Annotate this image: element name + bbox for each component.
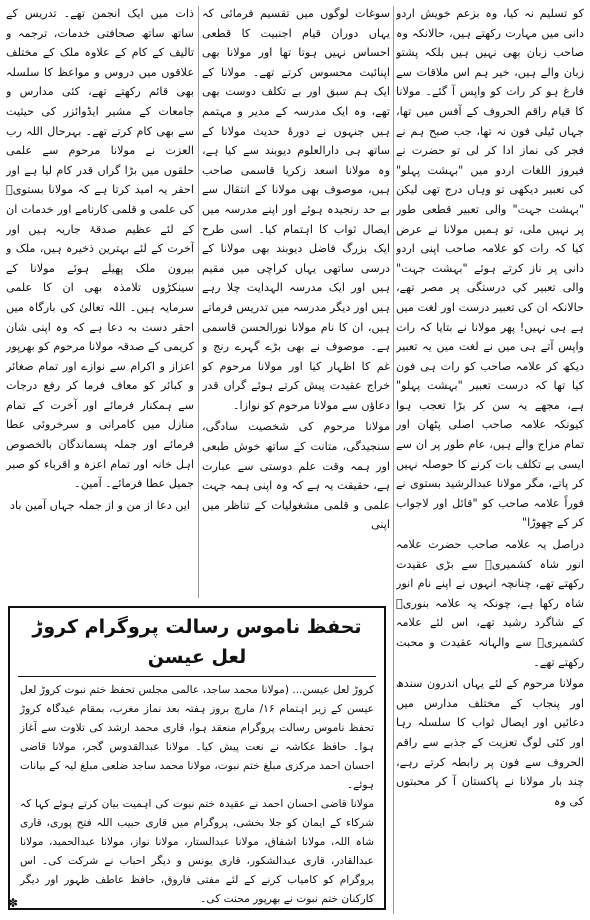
corner-ornament-icon: ✽	[8, 896, 19, 910]
news-box-body	[10, 677, 384, 909]
article-column-right	[396, 4, 584, 916]
column-divider	[198, 6, 199, 598]
article-column-left	[6, 4, 194, 600]
article-paragraph: ذات میں ایک انجمن تھے۔ تدریس کے ساتھ ساتھ صحافتی خدمات، ترجمہ و تالیف کے کام کے علاوہ ملک کے مختلف علاقوں میں دروس و مواعظ کا سلسلہ بھی قائم رکھتے تھے، کئی مدارس و جامعات کے مشیر ایڈوائزر کی حیثیت سے بھی کام کرتے تھے۔ بہرحال اللہ رب العزت نے مولانا مرحوم سے علمی حلقوں میں بڑا گراں قدر کام لیا ہے اور احقر یہ امید کرتا ہے کہ مولانا بستویؒ کی علمی و قلمی کارنامے اور خدمات ان کے لئے عظیم صدقۂ جاریہ ہیں اور آخرت کے لئے بہترین ذخیرہ ہیں، ملک و بیرون ملک پھیلے ہوئے مولانا کے سینکڑوں تلامذہ بھی ان کا علمی سرمایہ ہیں۔ اللہ تعالیٰ کی بارگاہ میں احقر دست بہ دعا ہے کہ وہ اپنی شان کریمی کے صدقہ مولانا مرحوم کو بھرپور اعزاز و اکرام سے نوازے اور تمام صغائر و کبائر کو معاف فرما کر رفع درجات سے ہمکنار فرمائے اور آخرت کے تمام منازل میں کامرانی و سرخروئی عطا فرمائے اور جملہ پسماندگان بالخصوص اہل خانہ اور تمام اعزہ و اقرباء کو صبر جمیل عطا فرمائے۔ آمین۔	[6, 7, 194, 491]
article-paragraph: کو تسلیم نہ کیا، وہ بزعم خویش اردو دانی میں مہارت رکھتے ہیں، حالانکہ وہ صاحب زبان بھی نہیں ہیں بلکہ پشتو زبان والے ہیں، خیر ہم اس ملاقات سے فارغ ہو کر رات کو واپس آ گئے۔ مولانا کا قیام راقم الحروف کے آفس میں تھا، جہاں ٹیلی فون نہ تھا، جب صبح ہم نے فجر کی نماز ادا کر لی تو حضرت نے فیروز اللغات اردو میں "بہشت پہلو" کی تعبیر دیکھی تو وہاں درج تھی لیکن "بہشت جہت" والی تعبیر قطعی طور پر نہیں ملی، تو ہمیں مولانا نے عرض کیا کہ رات کو علامہ صاحب اپنی اردو دانی پر ناز کرتے ہوئے "بہشت جہت" والی تعبیر کی درستگی پر مصر تھے، حالانکہ ان کی تعبیر درست اور لغت میں ہے ہی نہیں! پھر مولانا نے بتایا کہ رات واپس آتے ہی میں نے لغت میں یہ تعبیر دیکھ کر علامہ صاحب کو رات ہی فون کیا تھا کہ درست تعبیر "بہشت پہلو" ہے، مجھے یہ سن کر بڑا تعجب ہوا کیونکہ علامہ صاحب اصلی پٹھان اور تمام مزاج والے ہیں، عام طور پر ان سے ایسی بے تکلف بات کرنے کا حوصلہ نہیں کر پاتے، مگر مولانا عبدالرشید بستوی نے فوراً علامہ صاحب کو "قائل اور لاجواب کر کے چھوڑا"	[396, 7, 584, 530]
news-paragraph: مولانا قاضی احسان احمد نے عقیدہ ختم نبوت کی اہمیت بیان کرتے ہوئے کہا کہ شرکاء کے ایمان کو جلا بخشی، پروگرام میں قاری حبیب اللہ فتح پوری، قاری شاہ اللہ، مولانا اشفاق، مولانا عبدالستار، مولانا نواز، مولانا عبدالحمید، مولانا عبدالقادر، قاری عبدالشکور، قاری یونس و دیگر احباب نے شرکت کی۔ اس پروگرام کو کامیاب کرنے کے لئے مفتی فاروق، حافظ عاطف ظہور اور دیگر کارکنان ختم نبوت نے بھرپور محنت کی۔	[20, 798, 374, 905]
article-paragraph: دراصل یہ علامہ صاحب حضرت علامہ انور شاہ کشمیریؒ سے بڑی عقیدت رکھتے تھے، چنانچہ انہوں نے اپنے نام انور شاہ رکھا ہے، چونکہ یہ علامہ بنوریؒ کے شاگرد رشید تھے، اس لئے علامہ کشمیریؒ سے والہانہ عقیدت و محبت رکھتے تھے۔	[396, 538, 584, 669]
article-paragraph: مولانا مرحوم کی شخصیت سادگی، سنجیدگی، متانت کے ساتھ خوش طبعی اور ہمہ وقت علم دوستی سے عبارت ہے، حقیقت یہ ہے کہ وہ اپنی ہمہ جہت علمی و قلمی مشغولیات کے تناظر میں اپنی	[202, 420, 390, 532]
article-closing-verse: ایں دعا از من و از جملہ جہاں آمین باد	[10, 498, 190, 512]
news-box	[8, 606, 386, 910]
article-paragraph: مولانا مرحوم کے لئے یہاں اندرون سندھ اور پنجاب کے مختلف مدارس میں دعائیں اور ایصال ثواب کا سلسلہ رہا اور کئی لوگ تعزیت کے جذبے سے راقم الحروف سے فون پر رابطہ کرتے رہے، چند بار مولانا نے پاکستان آ کر محبتوں کی وہ	[396, 677, 584, 808]
column-divider	[393, 6, 394, 914]
article-paragraph: سوغات لوگوں میں تقسیم فرمائی کہ یہاں دوران قیام اجنبیت کا قطعی احساس نہیں ہوتا تھا اور مولانا بھی اپنائیت محسوس کرتے تھے۔ مولانا کے ایک ہم سبق اور بے تکلف دوست بھی تھے، وہ ایک مدرسہ کے مدیر و مہتمم ہیں جنہوں نے دورۂ حدیث مولانا کے ساتھ ہی دارالعلوم دیوبند سے کیا ہے، وہ مولانا اسعد زکریا قاسمی صاحب ہیں، موصوف بھی مولانا کے انتقال سے بے حد رنجیدہ ہوئے اور اپنے مدرسہ میں ایصال ثواب کا اہتمام کیا۔ اسی طرح ایک بزرگ فاضل دیوبند بھی مولانا کے درسی ساتھی یہاں کراچی میں مقیم ہیں اور ایک مدرسہ الہدایت چلا رہے ہیں اور دیگر مدرسہ میں تدریس فرماتے ہیں، ان کا نام مولانا نورالحسن قاسمی ہے۔ موصوف نے بھی بڑے گہرے رنج و غم کا اظہار کیا اور مولانا مرحوم کو خراج عقیدت پیش کرتے ہوئے گراں قدر دعاؤں سے مولانا مرحوم کو نوازا۔	[202, 7, 390, 412]
news-box-title: تحفظ ناموس رسالت پروگرام کروڑ لعل عیسن	[18, 612, 376, 677]
news-paragraph: کروڑ لعل عیسن... (مولانا محمد ساجد، عالمی مجلس تحفظ ختم نبوت کروڑ لعل عیسن کے زیر اہتمام ۱۶/ مارچ بروز ہفتہ بعد نماز مغرب، بمقام عیدگاہ کروڑ تحفظ ناموس رسالت پروگرام منعقد ہوا، قاری محمد ارشد کی تلاوت سے آغاز ہوا۔ حافظ عکاشہ نے نعت پیش کیا۔ مولانا عبدالقدوس گجر، مولانا قاضی احسان احمد مرکزی مبلغ ختم نبوت، مولانا محمد ساجد ضلعی مبلغ لیہ کے بیانات ہوئے۔	[20, 684, 375, 791]
article-column-middle	[202, 4, 390, 600]
